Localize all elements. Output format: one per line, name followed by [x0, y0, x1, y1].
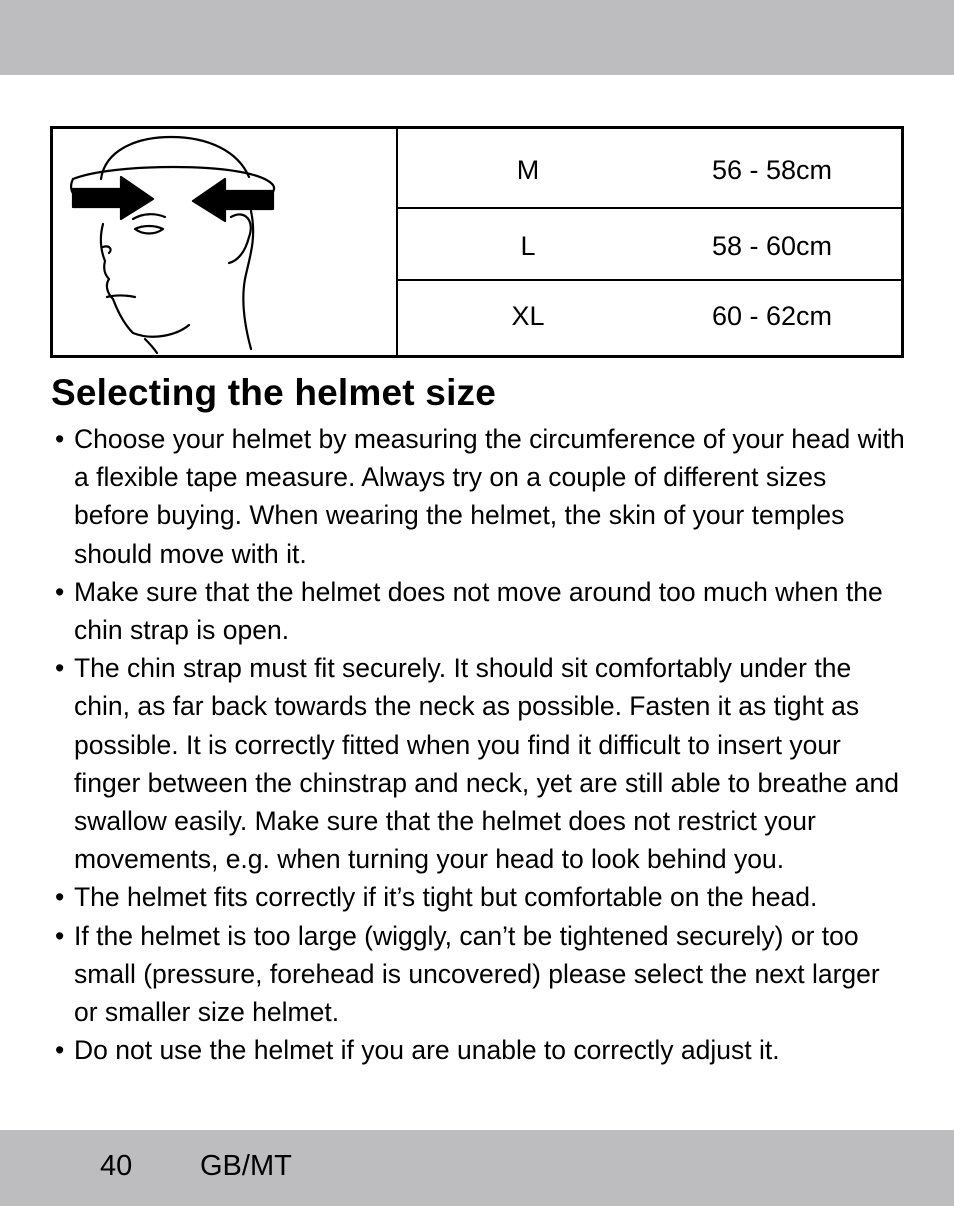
- list-item-text: Make sure that the helmet does not move around too much when the chin strap is open.: [74, 576, 883, 646]
- size-range: 56 - 58cm: [712, 155, 833, 185]
- list-item: [55, 649, 905, 878]
- list-item-text: Choose your helmet by measuring the circumference of your head with a flexible tape measure. Always try on a couple of different sizes before buying. When wearing the helmet, the skin of your temples should move with it.: [74, 424, 905, 569]
- list-item-text: The helmet fits correctly if it’s tight but comfortable on the head.: [74, 882, 818, 913]
- size-range: 58 - 60cm: [712, 231, 833, 261]
- size-row-m: [398, 129, 901, 209]
- list-item: [55, 878, 905, 916]
- bullet-icon: •: [55, 576, 65, 607]
- size-label: M: [516, 155, 540, 185]
- list-item: [55, 573, 905, 649]
- bullet-icon: •: [55, 653, 65, 684]
- head-measure-illustration: [53, 129, 398, 355]
- list-item-text: Do not use the helmet if you are unable to correctly adjust it.: [74, 1035, 780, 1066]
- header-band: [0, 0, 954, 75]
- list-item-text: If the helmet is too large (wiggly, can’t be tightened securely) or too small (pressure, forehead is uncovered) please select the next larger or smaller size helmet.: [74, 920, 880, 1028]
- section-title: Selecting the helmet size: [51, 372, 497, 413]
- list-item: [55, 917, 905, 1032]
- size-table: [50, 126, 904, 358]
- bullet-icon: •: [55, 424, 65, 454]
- size-range: 60 - 62cm: [712, 301, 833, 331]
- list-item: [55, 420, 905, 573]
- instruction-list: [55, 420, 905, 1069]
- page-number: 40: [100, 1150, 133, 1182]
- language-code: GB/MT: [200, 1150, 292, 1182]
- head-measurement-icon: [53, 129, 396, 355]
- bullet-icon: •: [55, 882, 65, 913]
- bullet-icon: •: [55, 920, 65, 951]
- list-item: [55, 1031, 905, 1069]
- size-row-xl: [398, 281, 901, 355]
- footer-band: [0, 1130, 954, 1206]
- size-label: XL: [511, 301, 545, 331]
- list-item-text: The chin strap must fit securely. It should sit comfortably under the chin, as far back towards the neck as possible. Fasten it as tight as possible. It is correctly fitted when you find it difficult to insert your finger between the chinstrap and neck, yet are still able to breathe and swallow easily. Make sure that the helmet does not restrict your movements, e.g. when turning your head to look behind you.: [74, 653, 899, 875]
- bullet-icon: •: [55, 1035, 65, 1066]
- size-row-l: [398, 209, 901, 281]
- size-label: L: [520, 231, 536, 261]
